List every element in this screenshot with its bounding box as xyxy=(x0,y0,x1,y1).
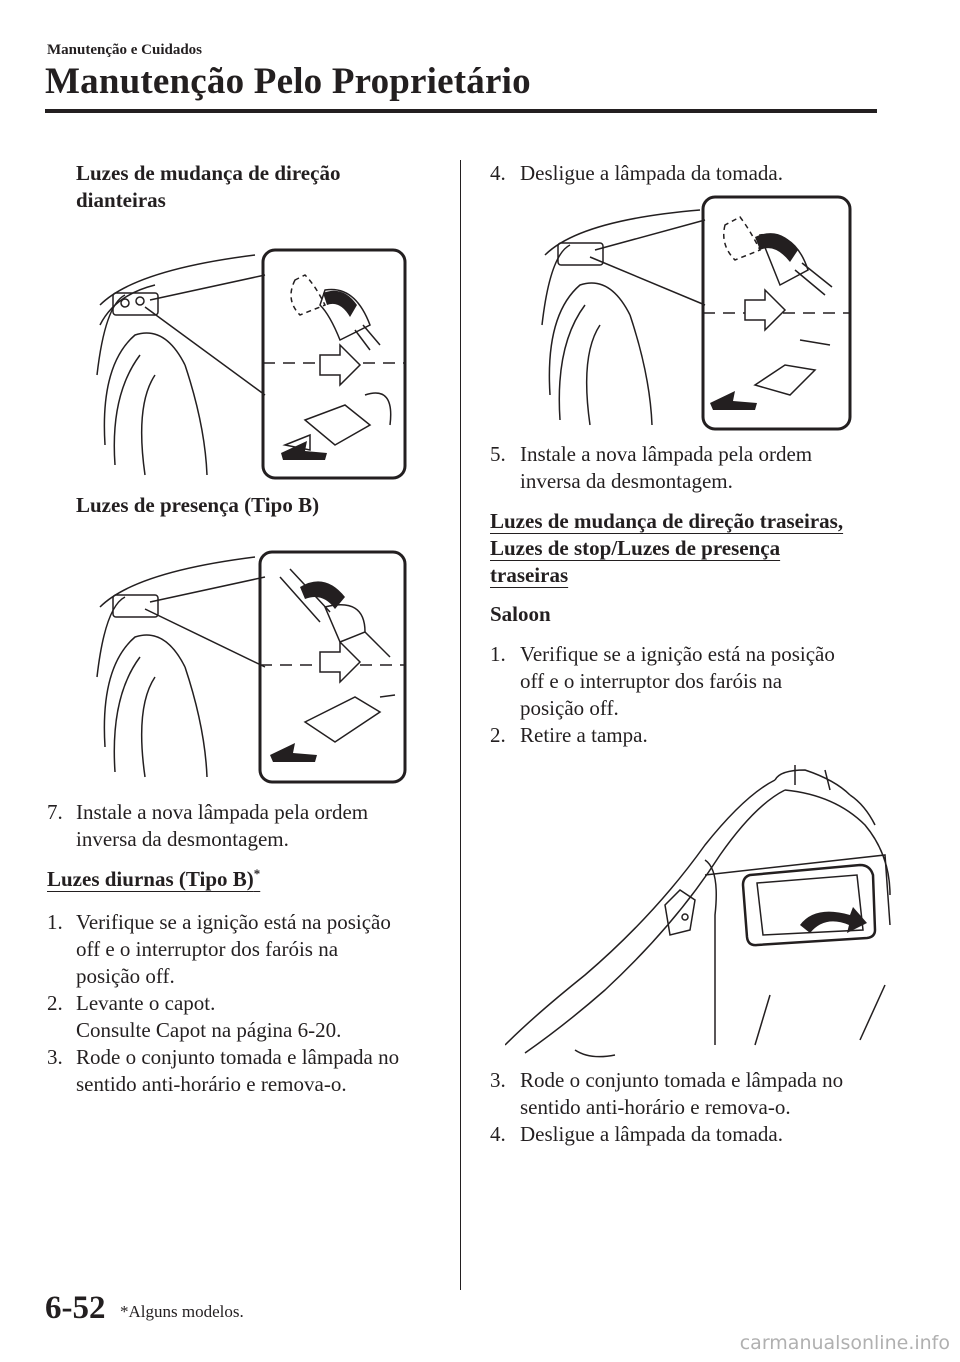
section-title-drl-text: Luzes diurnas (Tipo B) xyxy=(47,867,254,891)
section-title-rear-line1: Luzes de mudança de direção traseiras, xyxy=(490,509,844,533)
bulb-removal-figure xyxy=(540,195,855,435)
drl-step-2-line2: Consulte Capot na página 6-20. xyxy=(76,1018,342,1042)
rear-step-4-text: Desligue a lâmpada da tomada. xyxy=(520,1122,783,1146)
drl-step-1-line1: Verifique se a ignição está na posição xyxy=(76,910,391,934)
column-divider xyxy=(460,160,461,1290)
drl-step-2-number: 2. xyxy=(47,991,63,1015)
drl-step-1-line3: posição off. xyxy=(76,964,175,988)
rear-step-4-number: 4. xyxy=(490,1122,506,1146)
heading-front-turn-line2: dianteiras xyxy=(76,188,166,212)
step-5-line1: Instale a nova lâmpada pela ordem xyxy=(520,442,813,466)
front-turn-signal-figure xyxy=(95,245,410,480)
drl-step-1-number: 1. xyxy=(47,910,63,934)
section-label: Manutenção e Cuidados xyxy=(47,42,203,58)
drl-step-1-line2: off e o interruptor dos faróis na xyxy=(76,937,339,961)
rear-step-1-line1: Verifique se a ignição está na posição xyxy=(520,642,835,666)
heading-front-turn-line1: Luzes de mudança de direção xyxy=(76,161,341,185)
rear-step-3-line2: sentido anti-horário e remova-o. xyxy=(520,1095,791,1119)
rear-step-1-line3: posição off. xyxy=(520,696,619,720)
step-7-line2: inversa da desmontagem. xyxy=(76,827,289,851)
heading-parking-lights: Luzes de presença (Tipo B) xyxy=(76,493,320,517)
step-7-line1: Instale a nova lâmpada pela ordem xyxy=(76,800,369,824)
section-title-rear-line2: Luzes de stop/Luzes de presença xyxy=(490,536,781,560)
trunk-cover-figure xyxy=(505,765,895,1065)
section-title-rear-line3: traseiras xyxy=(490,563,569,587)
step-7-number: 7. xyxy=(47,800,63,824)
drl-step-3-line1: Rode o conjunto tomada e lâmpada no xyxy=(76,1045,400,1069)
step-4-text: Desligue a lâmpada da tomada. xyxy=(520,161,783,185)
footnote: *Alguns modelos. xyxy=(120,1302,244,1321)
watermark: carmanualsonline.info xyxy=(739,1332,950,1354)
rear-step-1-line2: off e o interruptor dos faróis na xyxy=(520,669,783,693)
drl-step-3-line2: sentido anti-horário e remova-o. xyxy=(76,1072,347,1096)
rear-step-2-number: 2. xyxy=(490,723,506,747)
chapter-title: Manutenção Pelo Proprietário xyxy=(45,61,531,102)
drl-step-3-number: 3. xyxy=(47,1045,63,1069)
drl-step-2-line1: Levante o capot. xyxy=(76,991,216,1015)
rear-step-1-number: 1. xyxy=(490,642,506,666)
page-number: 6-52 xyxy=(45,1290,106,1326)
subheading-saloon: Saloon xyxy=(490,602,551,626)
step-4-number: 4. xyxy=(490,161,506,185)
rear-step-2-text: Retire a tampa. xyxy=(520,723,648,747)
section-title-drl xyxy=(47,866,260,893)
rear-step-3-line1: Rode o conjunto tomada e lâmpada no xyxy=(520,1068,844,1092)
parking-light-figure xyxy=(95,547,410,787)
rear-step-3-number: 3. xyxy=(490,1068,506,1092)
header-rule xyxy=(45,109,877,113)
step-5-number: 5. xyxy=(490,442,506,466)
footnote-mark: * xyxy=(253,866,261,881)
step-5-line2: inversa da desmontagem. xyxy=(520,469,733,493)
